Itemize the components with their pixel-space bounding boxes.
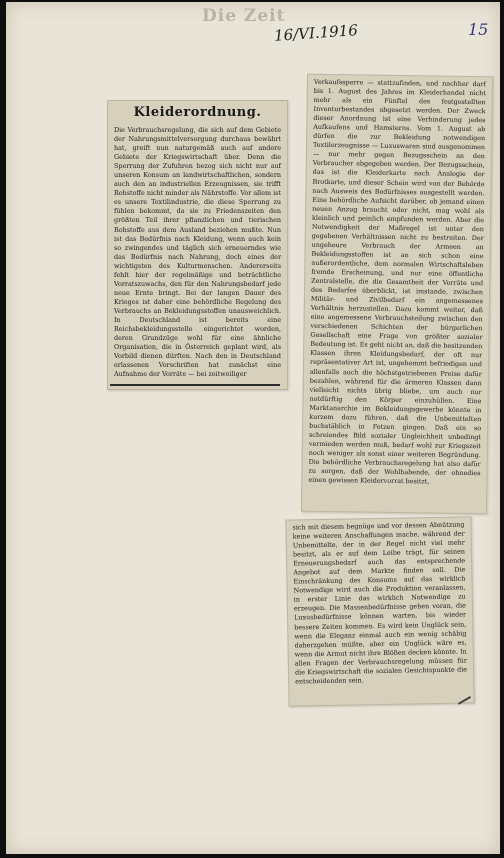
article-text-right-bottom: sich mit diesem begnüge und vor dessen Abnützung keine weiteren Anschaffungen mache, während der Unbemittelte, der in der Regel nicht viel mehr besitzt, als er auf dem Leibe trägt, für seinen Erneuerungsbedarf auch das entsprechende Angebot auf dem Markte finden soll. Die Einschränkung des Konsums auf das wirklich Notwendige wird auch die Produktion veranlassen, in erster Linie das wirklich Notwendige zu erzeugen. Die Massenbedürfnisse gehen voran, die Luxusbedürfnisse können warten, bis wieder bessere Zeiten kommen. Es wird kein Unglück sein, wenn die Eleganz einmal auch ein wenig schäbig daherzgehen müßte, aber ein Unglück wäre es, wenn die Armut nicht ihre Blößen decken könnte. In allen Fragen der Verbrauchsregelung müssen für die Kriegswirtschaft die sozialen Gesichtspunkte die entscheidenden sein. — [292, 520, 468, 686]
article-headline: Kleiderordnung. — [133, 105, 262, 120]
clipping-right-column-bottom — [285, 516, 474, 706]
article-text-left: Die Verbrauchsregelung, die sich auf dem Gebiete der Nahrungsmittelversorgung durchaus bewährt hat, greift nun naturgemäß auch auf andere Gebiete der Kriegswirtschaft über. Denn die Sperrung der Zufuhren bezog sich nicht nur auf unseren Konsum an landwirtschaftlichen, sondern auch den an industriellen Erzeugnissen, sie trifft Rohstoffe nicht minder als Nährstoffe. Vor allem ist es unsere Textilindustrie, die diese Sperrung zu fühlen bekommt, da sie zu Friedenszeiten den größten Teil ihrer pflanzlichen und tierischen Rohstoffe aus dem Ausland beziehen mußte. Nun ist das Bedürfnis nach Kleidung, wenn auch kein so zwingendes und täglich sich erneuerndes wie das Bedürfnis nach Nahrung, doch eines der wichtigsten des Kulturmenschen. Andererseits fehlt hier der regelmäßige und beträchtliche Vorratszuwachs, den für den Nahrungsbedarf jede neue Ernte bringt. Bei der langen Dauer des Krieges ist daher eine behördliche Regelung des Verbrauchs an Bekleidungsstoffen unausweichlich. In Deutschland ist bereits eine Reichsbekleidungsstelle eingerichtet worden, deren Grundzüge wohl für eine ähnliche Organisation, die in Österreich geplant wird, als Vorbild dienen dürften. Nach den in Deutschland erlassenen Vorschriften hat zunächst eine Aufnahme der Vorräte — bei zeitweiliger — [114, 126, 281, 379]
clipping-right-column-top — [301, 74, 493, 515]
article-text-right-top: Verkaufssperre — stattzufinden, und nachher darf bis 1. August des Jahres im Kleiderhandel nicht mehr als ein Fünftel des festgestellten Inventurbestandes abgesetzt werden. Der Zweck dieser Anordnung ist eine Verhinderung jedes Aufkaufens und Hamsterns. Vom 1. August ab dürfen die zur Bekleidung notwendigen Textilerzeugnisse — Luxuswaren sind ausgenommen — nur mehr gegen Bezugsschein an den Verbraucher abgegeben werden. Der Bezugsschein, das ist die Kleiderkarte nach Analogie der Brotkarte, und dieser Schein wird von der Behörde nach Ausweis des Bedürfnisses ausgestellt werden. Eine behördliche Aufsicht darüber, ob jemand einen neuen Anzug braucht oder nicht, mag wohl als kleinlich und peinlich empfunden werden. Aber die Notwendigkeit der Maßregel ist unter den gegebenen Verhältnissen nicht zu bestreiten. Der ungeheure Verbrauch der Armeen an Bekleidungsstoffen ist an sich schon eine außerordentliche, dem normalen Wirtschaftsleben fremde Erscheinung, und nur eine öffentliche Zentralstelle, die die Gesamtheit der Vorräte und des Bedarfes überblickt, ist imstande, zwischen Militär- und Zivilbedarf ein angemessenes Verhältnis herzustellen. Dazu kommt weiter, daß eine angemessene Verbrauchsteilung zwischen den verschiedenen Schichten der bürgerlichen Gesellschaft eine Frage von größter sozialer Bedeutung ist. Es geht nicht an, daß die besitzenden Klassen ihren Kleidungsbedarf, der oft nur repräsentativer Art ist, ungehemmt befriedigen und allenfalls auch die höchstgetriebenen Preise dafür bezahlen, während für die ärmeren Klassen dann vielleicht nichts übrig bliebe, um auch nur notdürftig den Körper einzuhüllen. Eine Marktanarchie im Bekleidungsgewerbe könnte in kurzem dazu führen, daß die Unbemittelten buchstäblich in Fetzen gingen. Daß ein so schreiendes Bild sozialer Ungleichheit unbedingt vermieden werden muß, bedarf wohl zur Kriegszeit noch weniger als sonst einer weiteren Begründung. Die behördliche Verbrauchsregelung hat also dafür zu sorgen, daß der Wohlhabende, der ohnedies einen gewissen Kleidervorrat besitzt, — [308, 77, 486, 486]
handwritten-date: 16/VI.1916 — [273, 21, 359, 45]
clipping-left-column — [107, 100, 288, 390]
page-number: 15 — [468, 20, 489, 39]
column-end-rule — [110, 384, 280, 386]
newspaper-masthead: Die Zeit — [202, 6, 286, 26]
